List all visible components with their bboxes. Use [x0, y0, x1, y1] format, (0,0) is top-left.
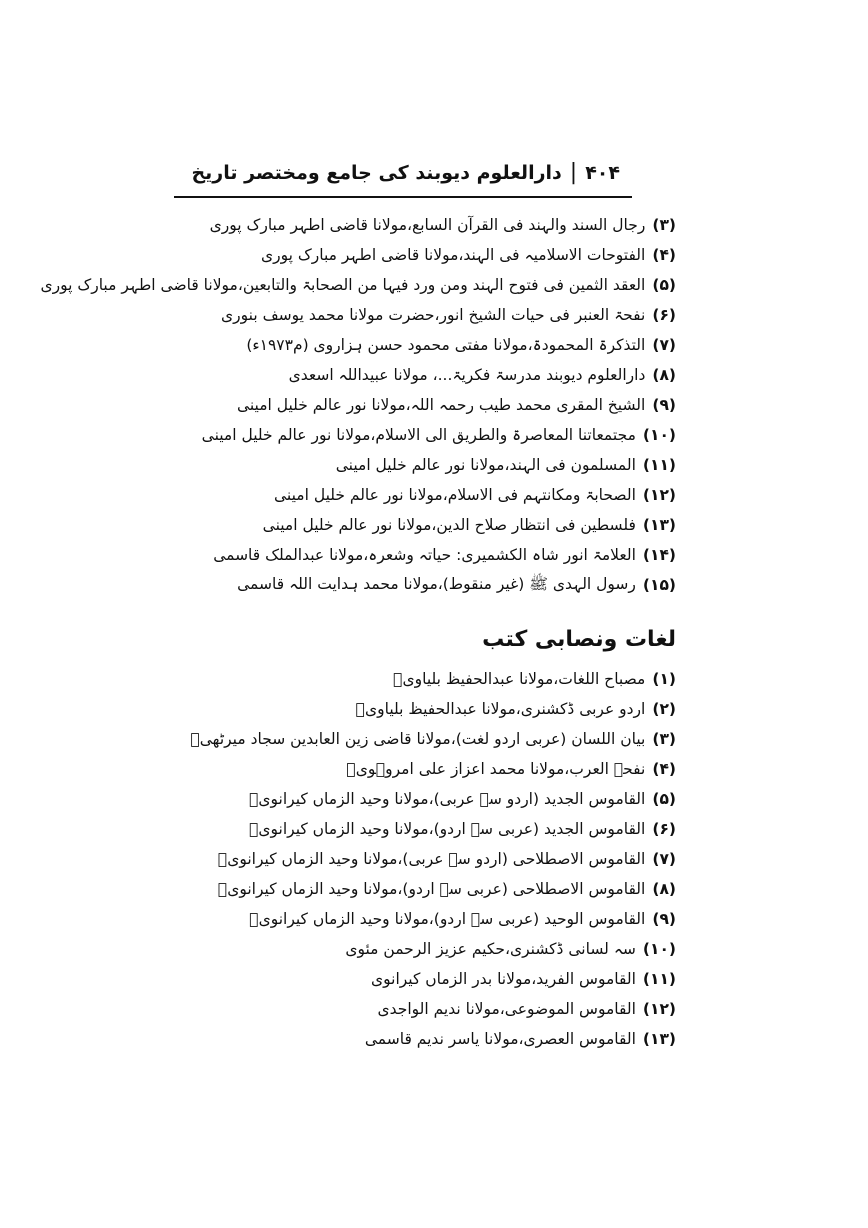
entry-text: القاموس الجدید (عربی سے اردو)،مولانا وحید الزماں کیرانویؒ [249, 820, 646, 838]
entry-number: (۶) [652, 306, 676, 324]
entry-number: (۱۱) [642, 456, 676, 474]
list-item [40, 270, 676, 300]
entry-text: مصباح اللغات،مولانا عبدالحفیظ بلیاویؒ [393, 670, 646, 688]
list-item [190, 784, 676, 814]
running-header [191, 160, 620, 185]
entry-text: اردو عربی ڈکشنری،مولانا عبدالحفیظ بلیاویؒ [355, 700, 646, 718]
entry-text: القاموس العصری،مولانا یاسر ندیم قاسمی [364, 1030, 636, 1048]
entry-text: نفحۃ العرب،مولانا محمد اعزاز علی امروہویؒ [346, 760, 646, 778]
list-item [40, 570, 676, 600]
entry-text: نفحۃ العنبر فی حیات الشیخ انور،حضرت مولانا محمد یوسف بنوری [221, 306, 646, 324]
entry-number: (۸) [652, 366, 676, 384]
entry-number: (۳) [652, 216, 676, 234]
list-item [40, 390, 676, 420]
entry-number: (۸) [652, 880, 676, 898]
entry-number: (۱۲) [642, 486, 676, 504]
entry-text: العقد الثمین فی فتوح الہند ومن ورد فیہا من الصحابۃ والتابعین،مولانا قاضی اطہر مبارک پوری [40, 276, 646, 294]
entry-text: التذکرۃ المحمودۃ،مولانا مفتی محمود حسن ہزاروی (م۱۹۷۳ء) [246, 336, 646, 354]
entry-number: (۹) [652, 910, 676, 928]
header-separator: | [569, 160, 578, 185]
dictionaries-section [190, 627, 676, 1054]
entry-text: القاموس الموضوعی،مولانا ندیم الواجدی [377, 1000, 636, 1018]
entry-text: دارالعلوم دیوبند مدرسۃ فکریۃ...، مولانا عبیداللہ اسعدی [288, 366, 646, 384]
header-rule [174, 196, 632, 198]
list-item [190, 1024, 676, 1054]
entry-number: (۱۰) [642, 940, 676, 958]
list-item [190, 844, 676, 874]
section-heading: لغات ونصابی کتب [482, 627, 676, 652]
list-item [40, 330, 676, 360]
list-item [40, 510, 676, 540]
entry-text: العلامۃ انور شاہ الکشمیری: حیاتہ وشعرہ،مولانا عبدالملک قاسمی [213, 546, 636, 564]
entry-number: (۴) [652, 246, 676, 264]
entry-text: فلسطین فی انتظار صلاح الدین،مولانا نور عالم خلیل امینی [262, 516, 636, 534]
entry-number: (۷) [652, 336, 676, 354]
list-item [40, 210, 676, 240]
entry-number: (۱۳) [642, 1030, 676, 1048]
list-item [40, 480, 676, 510]
entry-text: الصحابۃ ومکانتہم فی الاسلام،مولانا نور عالم خلیل امینی [274, 486, 636, 504]
entry-number: (۱۰) [642, 426, 676, 444]
entry-text: رسول الہدی ﷺ (غیر منقوط)،مولانا محمد ہدایت اللہ قاسمی [237, 574, 636, 593]
entry-text: الفتوحات الاسلامیہ فی الہند،مولانا قاضی اطہر مبارک پوری [261, 246, 646, 264]
entry-text: سہ لسانی ڈکشنری،حکیم عزیز الرحمن مئوی [345, 940, 636, 958]
list-item [40, 240, 676, 270]
entry-number: (۱۲) [642, 1000, 676, 1018]
list-item [190, 724, 676, 754]
page-number: ۴۰۴ [585, 161, 620, 184]
book-title: دارالعلوم دیوبند کی جامع ومختصر تاریخ [191, 161, 562, 184]
entry-text: بیان اللسان (عربی اردو لغت)،مولانا قاضی زین العابدین سجاد میرٹھیؒ [190, 730, 646, 748]
entry-text: القاموس الاصطلاحی (عربی سے اردو)،مولانا وحید الزماں کیرانویؒ [217, 880, 646, 898]
references-list-continued [40, 210, 676, 600]
entry-number: (۵) [652, 276, 676, 294]
list-item [40, 360, 676, 390]
entry-text: المسلمون فی الہند،مولانا نور عالم خلیل امینی [335, 456, 636, 474]
list-item [190, 814, 676, 844]
entry-text: مجتمعاتنا المعاصرۃ والطریق الی الاسلام،مولانا نور عالم خلیل امینی [201, 426, 636, 444]
entry-number: (۱۵) [642, 576, 676, 594]
entry-number: (۹) [652, 396, 676, 414]
entry-text: القاموس الاصطلاحی (اردو سے عربی)،مولانا وحید الزماں کیرانویؒ [217, 850, 646, 868]
list-item [190, 934, 676, 964]
entry-number: (۱) [652, 670, 676, 688]
entry-number: (۲) [652, 700, 676, 718]
entry-list [190, 664, 676, 1054]
entry-text: القاموس الوحید (عربی سے اردو)،مولانا وحید الزماں کیرانویؒ [249, 910, 646, 928]
entry-text: الشیخ المقری محمد طیب رحمہ اللہ،مولانا نور عالم خلیل امینی [236, 396, 646, 414]
entry-number: (۶) [652, 820, 676, 838]
list-item [190, 694, 676, 724]
entry-text: القاموس الجدید (اردو سے عربی)،مولانا وحید الزماں کیرانویؒ [249, 790, 646, 808]
entry-list [40, 210, 676, 600]
entry-number: (۱۴) [642, 546, 676, 564]
list-item [190, 994, 676, 1024]
list-item [190, 754, 676, 784]
entry-number: (۱۱) [642, 970, 676, 988]
list-item [40, 420, 676, 450]
list-item [190, 664, 676, 694]
entry-number: (۴) [652, 760, 676, 778]
list-item [40, 300, 676, 330]
list-item [190, 874, 676, 904]
entry-text: رجال السند والہند فی القرآن السابع،مولانا قاضی اطہر مبارک پوری [209, 216, 646, 234]
entry-number: (۱۳) [642, 516, 676, 534]
entry-number: (۵) [652, 790, 676, 808]
entry-number: (۳) [652, 730, 676, 748]
list-item [40, 540, 676, 570]
list-item [190, 964, 676, 994]
entry-text: القاموس الفرید،مولانا بدر الزماں کیرانوی [371, 970, 636, 988]
entry-number: (۷) [652, 850, 676, 868]
list-item [40, 450, 676, 480]
list-item [190, 904, 676, 934]
